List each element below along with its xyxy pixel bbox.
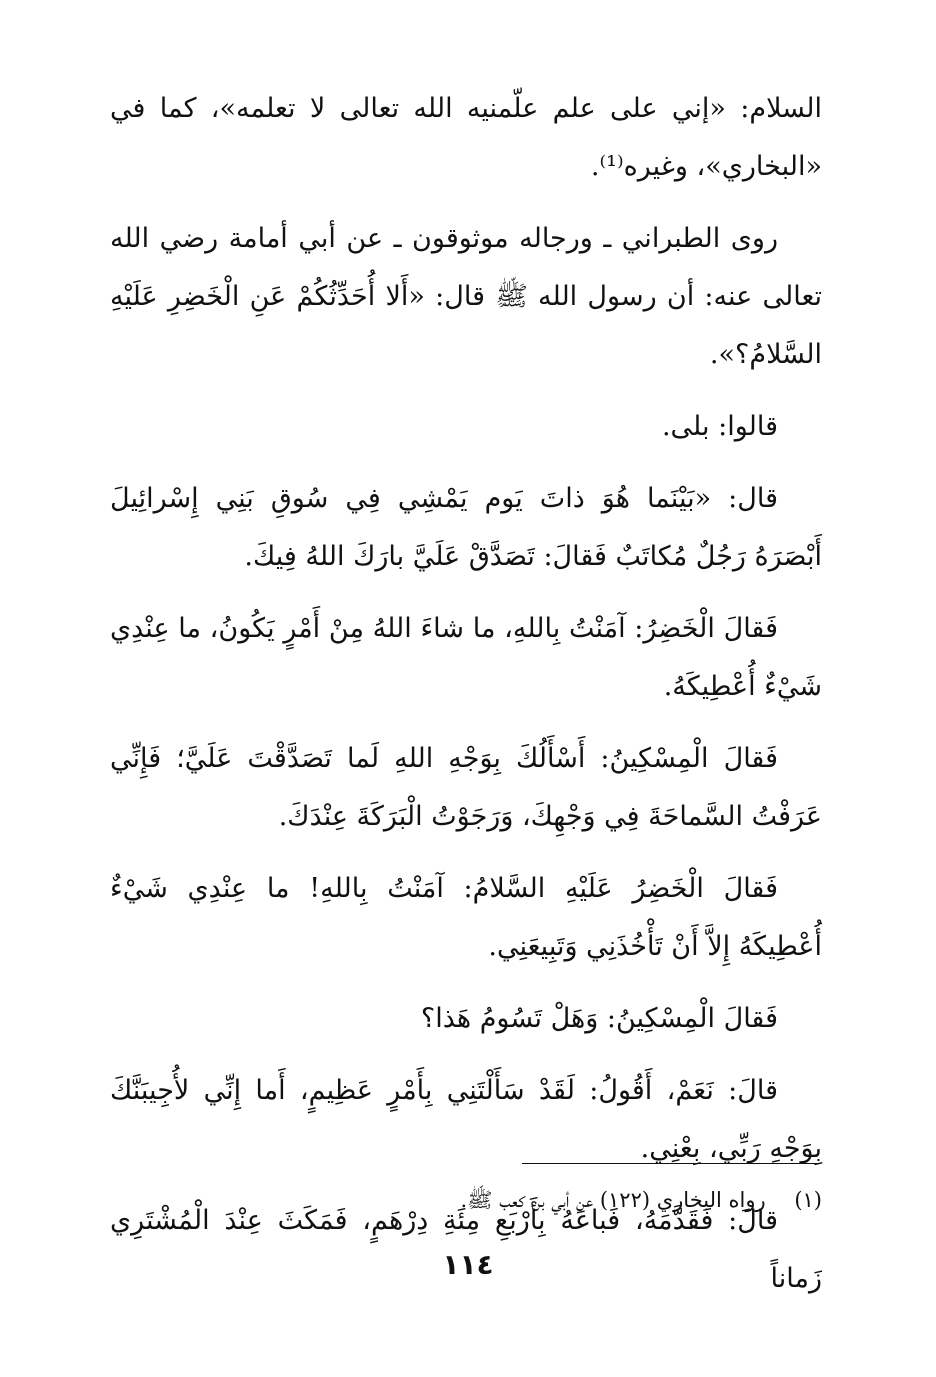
page-body — [110, 80, 822, 1322]
paragraph-poor-man-asks: فَقالَ الْمِسْكِينُ: أَسْأَلُكَ بِوَجْهِ اللهِ لَما تَصَدَّقْتَ عَلَيَّ؛ فَإِنِّي عَرَفْتُ السَّماحَةَ فِي وَجْهِكَ، وَرَجَوْتُ الْبَرَكَةَ عِنْدَكَ. — [110, 743, 822, 832]
footnote — [122, 1180, 822, 1220]
paragraph-sale: قالَ: فَقَدَّمَهُ، فَباعَهُ بِأَرْبَعِ مِئَةِ دِرْهَمٍ، فَمَكَثَ عِنْدَ الْمُشْتَرِي زَماناً — [110, 1205, 822, 1294]
paragraph-khidr-answer: قالَ: نَعَمْ، أَقُولُ: لَقَدْ سَأَلْتَنِي بِأَمْرٍ عَظِيمٍ، أَما إِنِّي لأُجِيبَنَّكَ بِوَجْهِ رَبِّي، بِعْنِي. — [110, 1075, 822, 1164]
paragraph-khidr-reply: فَقالَ الْخَضِرُ: آمَنْتُ بِاللهِ، ما شاءَ اللهُ مِنْ أَمْرٍ يَكُونُ، ما عِنْدِي شَيْءٌ أُعْطِيكَهُ. — [110, 613, 822, 702]
footnote-number: (١) — [794, 1188, 822, 1212]
footnote-text: رواه البخاري (١٢٢) عن أبي بن كعب ﷺ. — [460, 1188, 766, 1212]
paragraph-they-said: قالوا: بلى. — [661, 411, 778, 442]
paragraph-tabarani-narration: روى الطبراني ـ ورجاله موثوقون ـ عن أبي أمامة رضي الله تعالى عنه: أن رسول الله ﷺ قال: «أَلا أُحَدِّثُكُمْ عَنِ الْخَضِرِ عَلَيْهِ السَّلامُ؟». — [110, 223, 822, 370]
paragraph-market-story: قال: «بَيْنَما هُوَ ذاتَ يَوم يَمْشِي فِي سُوقِ بَنِي إِسْرائِيلَ أَبْصَرَهُ رَجُلٌ مُكاتَبٌ فَقالَ: تَصَدَّقْ عَلَيَّ بارَكَ اللهُ فِيكَ. — [110, 483, 822, 572]
paragraph-khidr-offer: فَقالَ الْخَضِرُ عَلَيْهِ السَّلامُ: آمَنْتُ بِاللهِ! ما عِنْدِي شَيْءٌ أُعْطِيكَهُ إِلاَّ أَنْ تَأْخُذَنِي وَتَبِيعَنِي. — [110, 873, 822, 962]
paragraph-poor-man-question: فَقالَ الْمِسْكِينُ: وَهَلْ تَسُومُ هَذا؟ — [420, 1003, 778, 1034]
paragraph-continuation: السلام: «إني على علم علّمنيه الله تعالى لا تعلمه»، كما في «البخاري»، وغيره⁽¹⁾. — [110, 93, 822, 182]
footnote-divider — [522, 1163, 820, 1164]
page-number: ١١٤ — [442, 1248, 494, 1281]
